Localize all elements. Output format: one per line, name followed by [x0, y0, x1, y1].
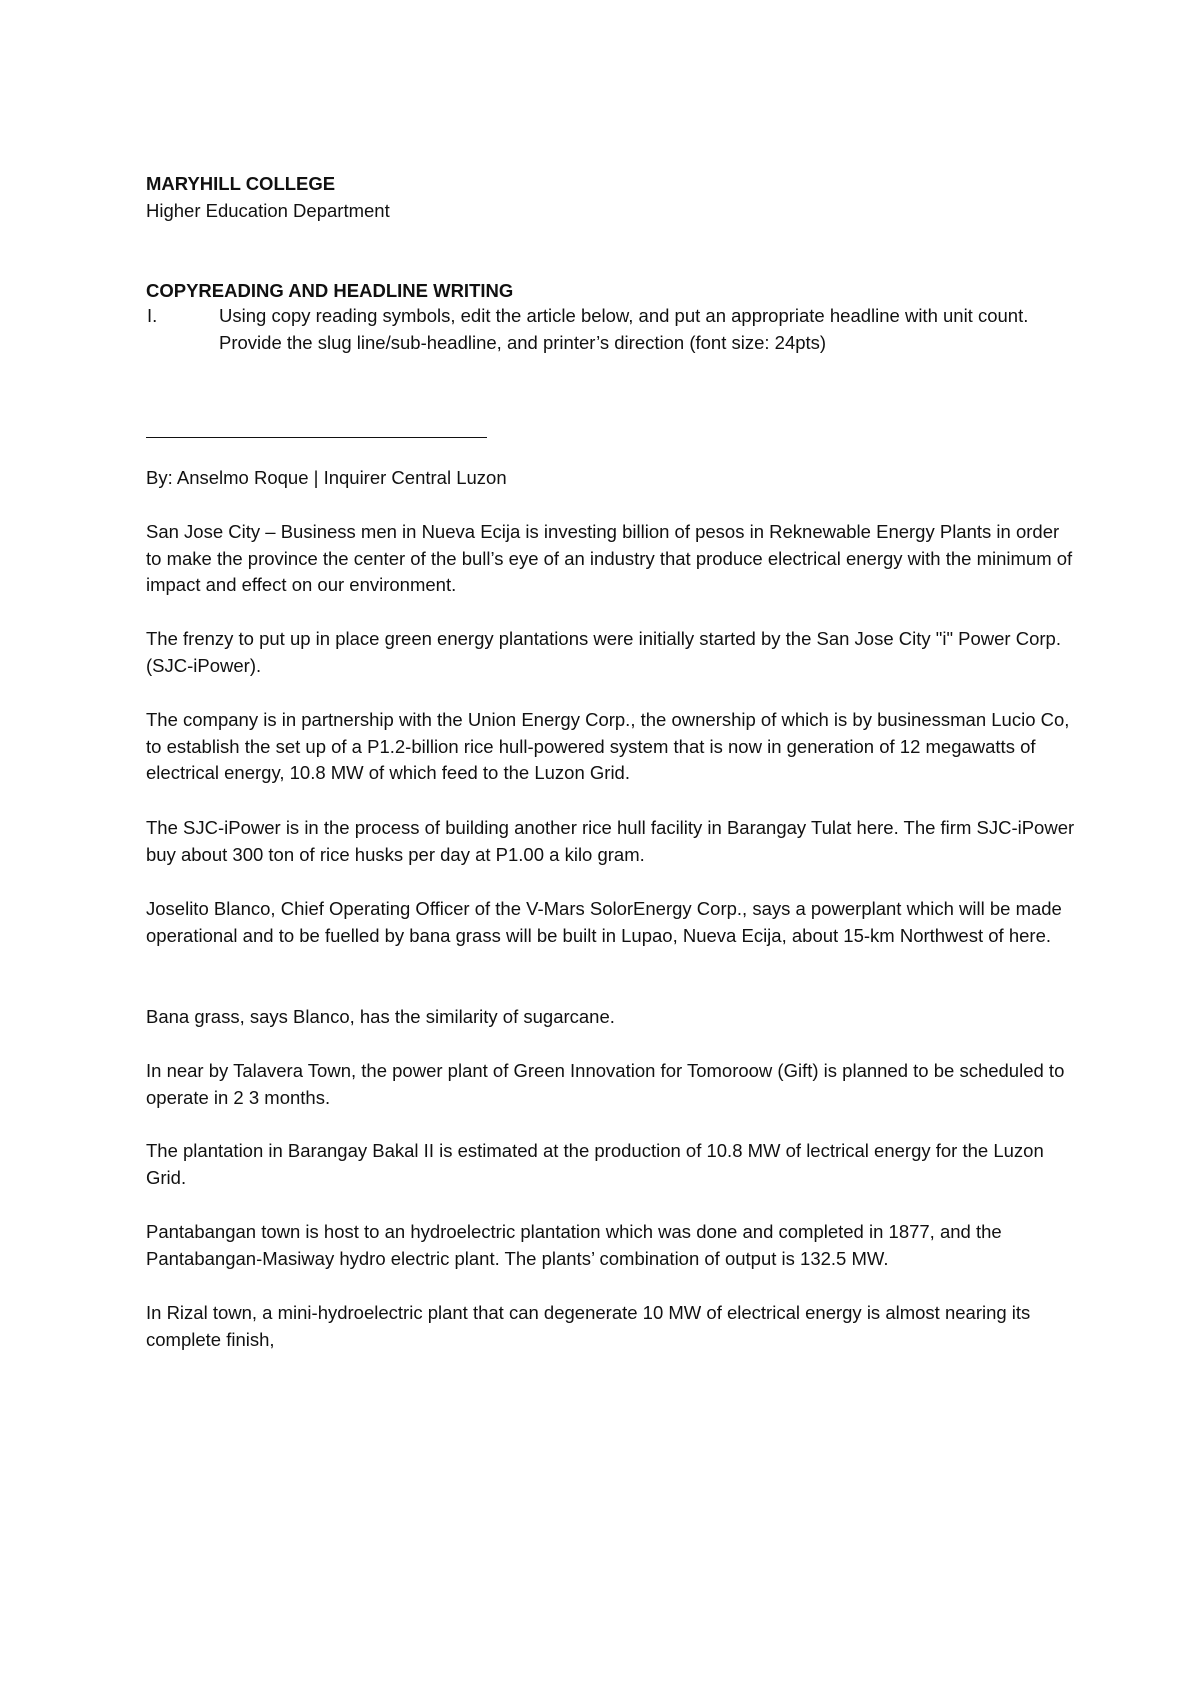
department-name: Higher Education Department — [146, 200, 390, 221]
article-paragraph: In Rizal town, a mini-hydroelectric plant that can degenerate 10 MW of electrical energy is almost nearing its complete finish, — [146, 1302, 1031, 1350]
instruction-text: Using copy reading symbols, edit the article below, and put an appropriate headline with unit count. Provide the slug line/sub-headline, and printer’s direction (font size: 24pts) — [219, 305, 1029, 353]
section-title: COPYREADING AND HEADLINE WRITING — [146, 280, 514, 301]
article-paragraph: Joselito Blanco, Chief Operating Officer of the V-Mars SolorEnergy Corp., says a powerplant which will be made operational and to be fuelled by bana grass will be built in Lupao, Nueva Ecija, about 15-km Northwest of here. — [146, 898, 1062, 946]
article-paragraph: The SJC-iPower is in the process of building another rice hull facility in Barangay Tulat here. The firm SJC-iPower buy about 300 ton of rice husks per day at P1.00 a kilo gram. — [146, 817, 1075, 865]
instruction-number: I. — [147, 305, 158, 326]
institution-name: MARYHILL COLLEGE — [146, 173, 336, 194]
article-byline: By: Anselmo Roque | Inquirer Central Luzon — [146, 467, 507, 488]
article-paragraph: The company is in partnership with the Union Energy Corp., the ownership of which is by businessman Lucio Co, to establish the set up of a P1.2-billion rice hull-powered system that is now in generation of 12 megawatts of electrical energy, 10.8 MW of which feed to the Luzon Grid. — [146, 709, 1070, 783]
article-paragraph: The plantation in Barangay Bakal II is estimated at the production of 10.8 MW of lectrical energy for the Luzon Grid. — [146, 1140, 1044, 1188]
article-paragraph: Bana grass, says Blanco, has the similarity of sugarcane. — [146, 1006, 615, 1027]
article-paragraph: Pantabangan town is host to an hydroelectric plantation which was done and completed in 1877, and the Pantabangan-Masiway hydro electric plant. The plants’ combination of output is 132.5 MW. — [146, 1221, 1002, 1269]
article-paragraph: In near by Talavera Town, the power plant of Green Innovation for Tomoroow (Gift) is planned to be scheduled to operate in 2 3 months. — [146, 1060, 1065, 1108]
article-paragraph: San Jose City – Business men in Nueva Ecija is investing billion of pesos in Reknewable Energy Plants in order to make the province the center of the bull’s eye of an industry that produce electrical energy with the minimum of impact and effect on our environment. — [146, 521, 1073, 595]
article-paragraph: The frenzy to put up in place green energy plantations were initially started by the San Jose City "i" Power Corp. (SJC-iPower). — [146, 628, 1061, 676]
headline-blank-line — [146, 437, 487, 438]
